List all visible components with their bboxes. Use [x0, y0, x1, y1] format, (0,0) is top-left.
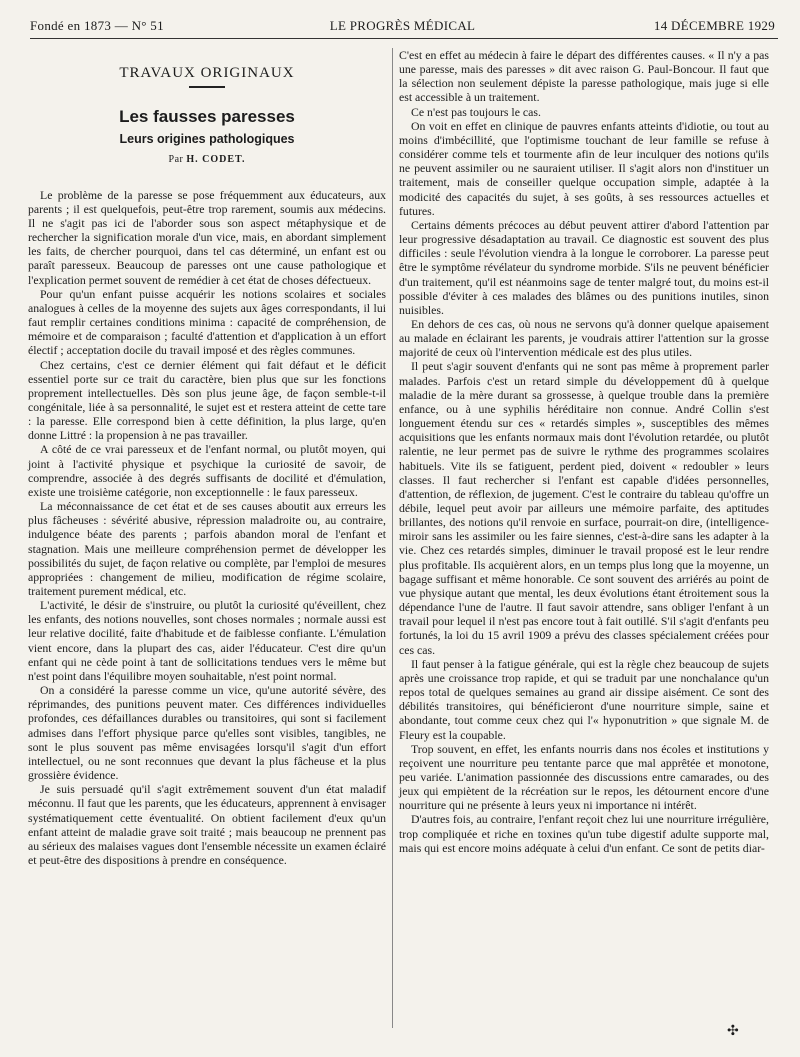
paragraph: D'autres fois, au contraire, l'enfant reçoit chez lui une nourriture irrégulière, trop compliquée et riche en toxines qu'un tube digestif adulte supporte mal, mais qui est encore moins adéquate à celui d'un enfant. Ce sont de petits diar-: [399, 812, 769, 855]
paragraph: Trop souvent, en effet, les enfants nourris dans nos écoles et institutions y reçoivent une nourriture peu tentante parce que mal apprêtée et monotone, peu variée. L'animation passionnée des discussions entre camarades, ou des jeux qui empiètent de la récréation sur le repos, les détournent encore d'une nourriture qui ne présente à leurs yeux ni importance ni intérêt.: [399, 741, 769, 813]
issue-date: 14 DÉCEMBRE 1929: [653, 18, 775, 33]
left-body: [28, 188, 386, 868]
byline-prefix: Par: [168, 154, 184, 166]
paragraph: Certains déments précoces au début peuvent attirer d'abord l'attention par leur progressive désadaptation au travail. Ce diagnostic est souvent des plus difficiles : seule l'évolution viendra à la longue le corroborer. La paresse peut être le symptôme révélateur du syndrome morbide. S'ils ne peuvent bénéficier d'un traitement, qu'il est néanmoins sage de tenter malgré tout, du moins est-il possible d'éviter à ces malades des blâmes ou des punitions inutiles, sinon nuisibles.: [399, 217, 769, 317]
page-header: [30, 18, 775, 38]
journal-title: LE PROGRÈS MÉDICAL: [329, 18, 476, 33]
paragraph: Chez certains, c'est ce dernier élément qui fait défaut et le déficit essentiel porte sur ce trait du caractère, bien plus que sur les fonctions proprement intellectuelles. Dès son plus jeune âge, de façon semble-t-il congénitale, liée à sa personnalité, le sujet est et restera atteint de cette tare : la paresse. Elle correspond bien à cette définition, la plus large, qu'en donne Littré : la propension à ne pas travailler.: [28, 357, 386, 443]
paragraph: On a considéré la paresse comme un vice, qu'une autorité sévère, des réprimandes, des punitions peuvent mater. Ces différences individuelles profondes, ces défaillances durables ou transitoires, qui sont si facilement admises dans l'effort physique parce qu'elles sont visibles, tangibles, ne sont le plus souvent pas même envisagées lorsqu'il s'agit d'un effort intellectuel, ou ne sont reconnues que devant la plus fâcheuse et la plus grossière évidence.: [28, 683, 386, 783]
paragraph: On voit en effet en clinique de pauvres enfants atteints d'idiotie, ou tout au moins d'imbécillité, que l'optimisme touchant de leur famille se refuse à considérer comme tels et tourmente afin de leur inculquer des notions qu'ils ne peuvent assimiler ou ne sauraient utiliser. Il s'agit alors non d'instituer un traitement, mais de conseiller quelque occupation simple, adaptée à la modicité des capacités du sujet, à ses goûts, à ses ressources actuelles et futures.: [399, 118, 769, 218]
article-subtitle: Leurs origines pathologiques: [119, 132, 295, 147]
paragraph: En dehors de ces cas, où nous ne servons qu'à donner quelque apaisement au malade en éclairant les parents, je voudrais attirer l'attention sur la grosse majorité de ceux où l'intervention médicale est des plus utiles.: [399, 316, 769, 360]
right-column: [399, 48, 769, 855]
paragraph: C'est en effet au médecin à faire le départ des différentes causes. « Il n'y a pas une paresse, mais des paresses » dit avec raison G. Paul-Boncour. Il faut que la sélection non seulement dépiste la paresse pathologique, mais juge si elle est accessible à un traitement.: [399, 48, 769, 105]
left-column: [28, 60, 386, 867]
paragraph: Il peut s'agir souvent d'enfants qui ne sont pas même à proprement parler malades. Parfois c'est un retard simple du développement dû à quelque maladie de la mère durant sa grossesse, à quelque trouble dans la première enfance, ou à une syphilis héréditaire non connue. André Collin s'est longuement étendu sur ces « retardés simples », susceptibles des mêmes acquisitions que les enfants normaux mais dont l'évolution retardée, ou plutôt ralentie, ne leur permet pas de suivre le rythme des programmes scolaires habituels. Vite ils se fatiguent, perdent pied, doivent « redoubler » leurs classes. Il faut rechercher si l'enfant est capable d'idées personnelles, d'attention, de réflexion, de jugement. C'est le contraire du tableau qu'offre un débile, lequel peut avoir par ailleurs une mémoire parfaite, des aptitudes brillantes, des notions qu'il renvoie en surface, pourrait-on dire, (intelligence-miroir sans les assimiler ou les faire siennes, c'est-à-dire sans les adapter à la vie. Chez ces retardés simples, diminuer le travail proposé est le leur rendre plus profitable. Ils acquièrent alors, en un temps plus long que la moyenne, un bagage suffisant et même honorable. Ce sont souvent des arriérés au point de vue physique autant que mental, les deux évolutions étant étroitement sous la dépendance l'une de l'autre. Il faut savoir attendre, sans obliger l'enfant à un travail pour lequel il n'est pas encore tout à fait outillé. S'il s'agit d'enfants peu fortunés, la loi du 15 avril 1909 a prévu des classes spécialement créées pour ces cas.: [399, 359, 769, 657]
paragraph: Le problème de la paresse se pose fréquemment aux éducateurs, aux parents ; il est quelquefois, peut-être trop rarement, soumis aux médecins. Il ne s'agit pas ici de l'aborder sous son aspect métaphysique et de rechercher la signification morale d'un vice, mais, en abordant simplement les faits, de chercher pourquoi, dans tel cas déterminé, un enfant est ou paraît paresseux. Beaucoup de paresses ont une cause pathologique et l'explication permet souvent de remédier à cet état de choses défectueux.: [28, 187, 386, 287]
footer-ornament: ✣: [727, 1024, 739, 1039]
paragraph: Pour qu'un enfant puisse acquérir les notions scolaires et sociales analogues à celles de la moyenne des sujets aux âges correspondants, il lui faut remplir certaines conditions minima : capacité de compréhension, de mémoire et de comparaison ; faculté d'attention et d'application à un effort électif ; acceptation docile du travail imposé et des règles communes.: [28, 286, 386, 358]
article-title: Les fausses paresses: [119, 107, 295, 127]
right-body: [399, 48, 769, 855]
paragraph: Il faut penser à la fatigue générale, qui est la règle chez beaucoup de sujets après une croissance trop rapide, et qui se traduit par une nonchalance qu'un repos total de quelques semaines au grand air dissipe aisément. Ce sont des débilités transitoires, qui bénéficieront d'une nourriture simple, saine et abondante, tout comme ceux chez qui l'« hyponutrition » que signale M. de Fleury est la coupable.: [399, 656, 769, 742]
paragraph: A côté de ce vrai paresseux et de l'enfant normal, ou plutôt moyen, qui joint à l'activité physique et psychique la curiosité de savoir, de comprendre, associée à des degrés suffisants de docilité et d'émulation, existe une troisième catégorie, non exceptionnelle : le faux paresseux.: [28, 442, 386, 499]
section-title: TRAVAUX ORIGINAUX: [119, 65, 295, 81]
paragraph: L'activité, le désir de s'instruire, ou plutôt la curiosité qu'éveillent, chez les enfants, des notions nouvelles, sont choses normales ; normale aussi est leur relative docilité, faite d'habitude et de faiblesse confiante. L'émulation vient encore, dans la plupart des cas, aider l'éducateur. C'est dire qu'un enfant qui ne cède point à tant de sollicitations tendues vers le même but n'est point dans l'équilibre moyen souhaitable, n'est point normal.: [28, 598, 386, 683]
column-divider: [392, 48, 393, 1028]
title-rule: [189, 86, 225, 88]
paragraph: Ce n'est pas toujours le cas.: [411, 104, 541, 119]
paragraph: La méconnaissance de cet état et de ses causes aboutit aux erreurs les plus fâcheuses : sévérité abusive, répression maladroite ou, au contraire, indulgence béate des parents ; parfois abandon moral de l'enfant et stagnation. Mais une meilleure compréhension permet de développer les possibilités du sujet, de façon relative ou complète, par l'emploi de mesures appropriées : changement de milieu, modification de régime scolaire, traitement purement médical, etc.: [28, 499, 386, 598]
header-rule: [30, 38, 778, 39]
byline: [28, 153, 386, 167]
paragraph: Je suis persuadé qu'il s'agit extrêmement souvent d'un état maladif méconnu. Il faut que les parents, que les éducateurs, apprennent à envisager systématiquement cette éventualité. On obtient facilement d'eux qu'un enfant atteint de maladie grave soit traité ; mais beaucoup ne prennent pas au sérieux des malaises vagues dont l'ensemble nécessite un examen éclairé et peut-être des dispositions à prendre en conséquence.: [28, 782, 386, 867]
founded-issue: Fondé en 1873 — N° 51: [30, 18, 164, 33]
author-name: H. CODET.: [186, 154, 246, 166]
